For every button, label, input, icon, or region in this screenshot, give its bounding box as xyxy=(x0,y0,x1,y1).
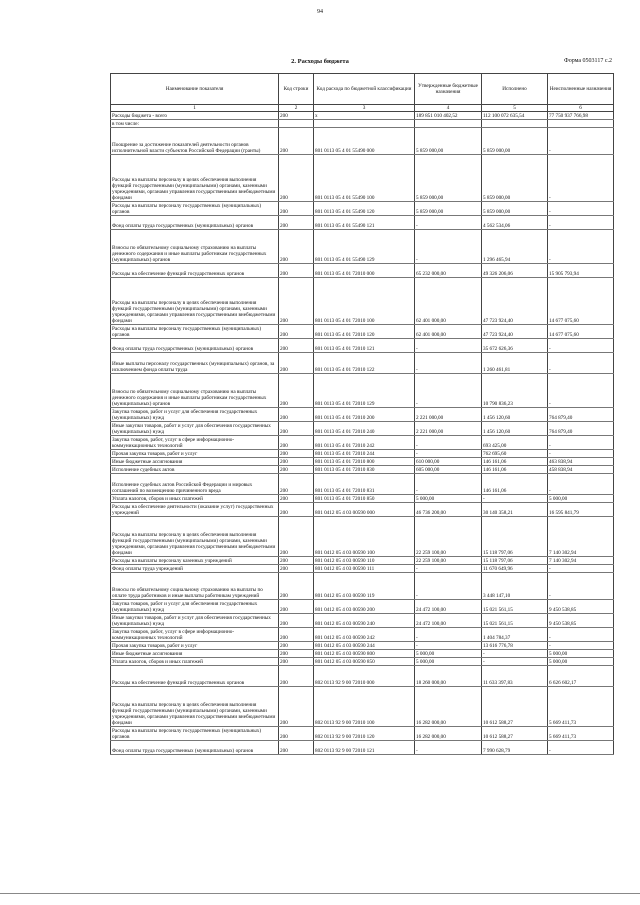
cell-unexecuted: 7 140 302,94 xyxy=(548,517,614,557)
cell-name: Прочая закупка товаров, работ и услуг xyxy=(111,450,279,458)
cell-executed: 112 100 072 635,54 xyxy=(482,112,548,120)
cell-name: Расходы на выплаты персоналу государственных (муниципальных) органов xyxy=(111,325,279,339)
cell-executed: 146 161,06 xyxy=(482,466,548,474)
cell-executed: 15 118 797,06 xyxy=(482,557,548,565)
cell-kbk: 801 0412 05 4 03 00590 240 xyxy=(314,614,415,628)
cell-approved: 24 472 100,00 xyxy=(415,614,482,628)
cell-row-code: 200 xyxy=(279,573,314,600)
cell-name: Взносы по обязательному социальному страхованию на выплаты по оплате труда работников и иные выплаты работникам учреждений xyxy=(111,573,279,600)
cell-name: Исполнение судебных актов Российской Федерации и мировых соглашений по возмещению причиненного вреда xyxy=(111,474,279,495)
column-number: 4 xyxy=(415,105,482,112)
table-row xyxy=(111,374,614,408)
table-row xyxy=(111,436,614,450)
table-row xyxy=(111,573,614,600)
table-row xyxy=(111,628,614,642)
table-row xyxy=(111,650,614,658)
cell-unexecuted: 5 669 411,73 xyxy=(548,727,614,741)
page-number: 94 xyxy=(317,9,323,15)
cell-kbk: 802 0113 92 9 00 72010 100 xyxy=(314,687,415,727)
cell-executed: 5 859 000,00 xyxy=(482,128,548,155)
table-row xyxy=(111,155,614,202)
cell-unexecuted: - xyxy=(548,450,614,458)
cell-name: Фонд оплаты труда учреждений xyxy=(111,565,279,573)
table-row xyxy=(111,422,614,436)
cell-unexecuted: - xyxy=(548,573,614,600)
cell-name: Закупка товаров, работ, услуг в сфере информационно-коммуникационных технологий xyxy=(111,628,279,642)
header-name: Наименование показателя xyxy=(111,74,279,105)
cell-row-code: 200 xyxy=(279,155,314,202)
cell-row-code: 200 xyxy=(279,741,314,755)
cell-row-code: 200 xyxy=(279,458,314,466)
cell-unexecuted: 14 677 075,60 xyxy=(548,325,614,339)
cell-name: Закупка товаров, работ, услуг в сфере информационно-коммуникационных технологий xyxy=(111,436,279,450)
cell-unexecuted: 5 000,00 xyxy=(548,658,614,666)
cell-unexecuted: - xyxy=(548,374,614,408)
column-number: 1 xyxy=(111,105,279,112)
cell-approved: - xyxy=(415,642,482,650)
cell-row-code: 200 xyxy=(279,666,314,687)
cell-row-code: 200 xyxy=(279,642,314,650)
cell-executed xyxy=(482,120,548,128)
cell-approved: - xyxy=(415,565,482,573)
cell-row-code: 200 xyxy=(279,339,314,353)
cell-name: Закупка товаров, работ и услуг для обеспечения государственных (муниципальных) нужд xyxy=(111,408,279,422)
cell-executed: 1 296 465,94 xyxy=(482,230,548,264)
cell-row-code: 200 xyxy=(279,422,314,436)
cell-name: Уплата налогов, сборов и иных платежей xyxy=(111,658,279,666)
header-row-code: Код строки xyxy=(279,74,314,105)
table-row xyxy=(111,264,614,278)
table-row xyxy=(111,642,614,650)
cell-name: Фонд оплаты труда государственных (муниципальных) органов xyxy=(111,339,279,353)
cell-approved: 5 000,00 xyxy=(415,650,482,658)
cell-kbk: 801 0113 05 4 01 72010 000 xyxy=(314,264,415,278)
cell-approved: 16 282 000,00 xyxy=(415,687,482,727)
table-row xyxy=(111,474,614,495)
cell-row-code: 200 xyxy=(279,495,314,503)
cell-unexecuted: - xyxy=(548,474,614,495)
cell-unexecuted: - xyxy=(548,202,614,216)
cell-unexecuted: - xyxy=(548,216,614,230)
cell-unexecuted: - xyxy=(548,436,614,450)
cell-name: Взносы по обязательному социальному страхованию на выплаты денежного содержания и иные выплаты работникам государственных (муниципальных) органов xyxy=(111,374,279,408)
cell-approved: - xyxy=(415,230,482,264)
cell-approved: - xyxy=(415,741,482,755)
cell-approved: 5 000,00 xyxy=(415,495,482,503)
cell-name: Уплата налогов, сборов и иных платежей xyxy=(111,495,279,503)
table-row xyxy=(111,687,614,727)
cell-approved: 22 259 100,00 xyxy=(415,517,482,557)
cell-kbk: 801 0113 05 4 01 72010 242 xyxy=(314,436,415,450)
cell-kbk: 801 0113 05 4 01 72010 200 xyxy=(314,408,415,422)
cell-kbk: 801 0412 05 4 03 00590 242 xyxy=(314,628,415,642)
cell-kbk: 801 0412 05 4 03 00590 110 xyxy=(314,557,415,565)
cell-row-code: 200 xyxy=(279,216,314,230)
cell-kbk: 801 0113 05 4 01 72010 122 xyxy=(314,353,415,374)
cell-row-code: 200 xyxy=(279,557,314,565)
cell-name: Взносы по обязательному социальному страхованию на выплаты денежного содержания и иные выплаты работникам государственных (муниципальных) органов xyxy=(111,230,279,264)
cell-kbk: 801 0113 05 4 01 72010 831 xyxy=(314,474,415,495)
cell-executed: 146 161,06 xyxy=(482,474,548,495)
cell-name: Фонд оплаты труда государственных (муниципальных) органов xyxy=(111,741,279,755)
cell-row-code: 200 xyxy=(279,614,314,628)
cell-name: Расходы на выплаты персоналу государственных (муниципальных) органов xyxy=(111,202,279,216)
cell-approved: 5 859 000,00 xyxy=(415,128,482,155)
cell-name: Расходы на обеспечение функций государственных органов xyxy=(111,666,279,687)
cell-unexecuted: 9 450 538,85 xyxy=(548,600,614,614)
cell-kbk: 801 0412 05 4 03 00590 000 xyxy=(314,503,415,517)
cell-unexecuted: 7 140 302,94 xyxy=(548,557,614,565)
cell-row-code: 200 xyxy=(279,128,314,155)
cell-approved: 5 000,00 xyxy=(415,658,482,666)
cell-unexecuted: 764 879,40 xyxy=(548,422,614,436)
cell-unexecuted: 463 838,94 xyxy=(548,458,614,466)
cell-executed: 1 456 120,60 xyxy=(482,422,548,436)
cell-unexecuted: - xyxy=(548,741,614,755)
table-row xyxy=(111,466,614,474)
cell-row-code: 200 xyxy=(279,503,314,517)
cell-kbk: 801 0113 05 4 01 55490 129 xyxy=(314,230,415,264)
cell-name: Закупка товаров, работ и услуг для обеспечения государственных (муниципальных) нужд xyxy=(111,600,279,614)
table-row xyxy=(111,658,614,666)
cell-row-code: 200 xyxy=(279,650,314,658)
cell-name: Прочая закупка товаров, работ и услуг xyxy=(111,642,279,650)
cell-kbk: 801 0113 05 4 01 72010 120 xyxy=(314,325,415,339)
cell-row-code: 200 xyxy=(279,278,314,325)
table-row xyxy=(111,120,614,128)
cell-executed: 10 790 836,23 xyxy=(482,374,548,408)
cell-approved: 2 221 000,00 xyxy=(415,408,482,422)
page-title: 2. Расходы бюджета xyxy=(291,58,349,65)
cell-approved: 5 859 000,00 xyxy=(415,155,482,202)
table-row xyxy=(111,278,614,325)
cell-unexecuted: 14 677 075,60 xyxy=(548,278,614,325)
cell-executed: 4 562 534,06 xyxy=(482,216,548,230)
cell-name: Поощрение за достижение показателей деятельности органов исполнительной власти субъектов Российской Федерации (гранты) xyxy=(111,128,279,155)
cell-name: Расходы на выплаты персоналу в целях обеспечения выполнения функций государственными (муниципальными) органами, казенными учреждениями, органами управления государственными внебюджетными фондами xyxy=(111,687,279,727)
cell-kbk: 802 0113 92 9 00 72010 000 xyxy=(314,666,415,687)
cell-row-code: 200 xyxy=(279,517,314,557)
cell-name: Иные выплаты персоналу государственных (муниципальных) органов, за исключением фонда оплаты труда xyxy=(111,353,279,374)
cell-name: Иные бюджетные ассигнования xyxy=(111,650,279,658)
cell-executed: 146 161,06 xyxy=(482,458,548,466)
table-row xyxy=(111,128,614,155)
cell-row-code: 200 xyxy=(279,264,314,278)
cell-row-code: 200 xyxy=(279,325,314,339)
cell-approved: 46 736 200,00 xyxy=(415,503,482,517)
cell-executed: 693 425,00 xyxy=(482,436,548,450)
cell-kbk: 801 0412 05 4 03 00590 119 xyxy=(314,573,415,600)
table-row xyxy=(111,600,614,614)
cell-row-code: 200 xyxy=(279,450,314,458)
cell-unexecuted: 16 595 841,79 xyxy=(548,503,614,517)
cell-kbk: 801 0113 05 4 01 55490 121 xyxy=(314,216,415,230)
cell-executed: 1 456 120,60 xyxy=(482,408,548,422)
cell-row-code: 200 xyxy=(279,687,314,727)
table-row xyxy=(111,503,614,517)
cell-executed: 47 723 924,40 xyxy=(482,325,548,339)
cell-kbk: 801 0113 05 4 01 55490 100 xyxy=(314,155,415,202)
cell-unexecuted xyxy=(548,120,614,128)
cell-unexecuted: - xyxy=(548,642,614,650)
cell-executed: 11 633 397,83 xyxy=(482,666,548,687)
table-row xyxy=(111,557,614,565)
cell-row-code: 200 xyxy=(279,628,314,642)
cell-kbk: 801 0113 05 4 01 72010 244 xyxy=(314,450,415,458)
cell-row-code: 200 xyxy=(279,202,314,216)
cell-row-code: 200 xyxy=(279,658,314,666)
cell-unexecuted: - xyxy=(548,353,614,374)
cell-executed: 49 326 206,06 xyxy=(482,264,548,278)
cell-approved: - xyxy=(415,573,482,600)
cell-kbk: 801 0113 05 4 01 55490 120 xyxy=(314,202,415,216)
cell-name: Расходы на выплаты персоналу в целях обеспечения выполнения функций государственными (муниципальными) органами, казенными учреждениями, органами управления государственными внебюджетными фондами xyxy=(111,155,279,202)
cell-approved: - xyxy=(415,436,482,450)
cell-approved: - xyxy=(415,353,482,374)
cell-row-code: 200 xyxy=(279,565,314,573)
cell-kbk xyxy=(314,120,415,128)
header-approved: Утвержденные бюджетные назначения xyxy=(415,74,482,105)
cell-executed: 15 118 797,06 xyxy=(482,517,548,557)
cell-row-code: 200 xyxy=(279,408,314,422)
cell-approved: 610 000,00 xyxy=(415,458,482,466)
table-row xyxy=(111,408,614,422)
cell-executed: 10 612 588,27 xyxy=(482,727,548,741)
cell-unexecuted: - xyxy=(548,339,614,353)
cell-unexecuted: - xyxy=(548,155,614,202)
header-row xyxy=(111,74,614,105)
cell-unexecuted: 458 838,94 xyxy=(548,466,614,474)
cell-executed: 10 612 588,27 xyxy=(482,687,548,727)
cell-executed: 5 859 000,00 xyxy=(482,202,548,216)
cell-row-code xyxy=(279,120,314,128)
cell-approved: - xyxy=(415,339,482,353)
column-number-row xyxy=(111,105,614,112)
cell-kbk: 801 0113 05 4 01 72010 830 xyxy=(314,466,415,474)
cell-row-code: 200 xyxy=(279,374,314,408)
table-row xyxy=(111,339,614,353)
cell-kbk: 801 0113 05 4 01 55490 000 xyxy=(314,128,415,155)
cell-name: Расходы на обеспечение деятельности (оказание услуг) государственных учреждений xyxy=(111,503,279,517)
cell-executed: 5 859 000,00 xyxy=(482,155,548,202)
cell-row-code: 200 xyxy=(279,112,314,120)
column-number: 5 xyxy=(482,105,548,112)
cell-unexecuted: 15 905 793,94 xyxy=(548,264,614,278)
table-row xyxy=(111,666,614,687)
column-number: 6 xyxy=(548,105,614,112)
cell-approved: - xyxy=(415,216,482,230)
cell-kbk: 801 0113 05 4 01 72010 800 xyxy=(314,458,415,466)
cell-kbk: 801 0412 05 4 03 00590 200 xyxy=(314,600,415,614)
cell-row-code: 200 xyxy=(279,600,314,614)
cell-executed: 47 723 924,40 xyxy=(482,278,548,325)
table-row xyxy=(111,450,614,458)
cell-row-code: 200 xyxy=(279,474,314,495)
cell-kbk: 801 0412 05 4 03 00590 800 xyxy=(314,650,415,658)
cell-name: в том числе: xyxy=(111,120,279,128)
cell-name: Расходы на выплаты персоналу государственных (муниципальных) органов xyxy=(111,727,279,741)
cell-executed: 13 616 776,78 xyxy=(482,642,548,650)
cell-executed: 15 021 561,15 xyxy=(482,614,548,628)
expenses-table xyxy=(110,73,614,755)
cell-row-code: 200 xyxy=(279,436,314,450)
table-row xyxy=(111,202,614,216)
cell-approved: 2 221 000,00 xyxy=(415,422,482,436)
cell-name: Расходы бюджета - всего xyxy=(111,112,279,120)
cell-approved: - xyxy=(415,474,482,495)
cell-unexecuted: - xyxy=(548,230,614,264)
form-label: Форма 0503117 с.2 xyxy=(563,58,612,64)
cell-executed: - xyxy=(482,495,548,503)
cell-name: Фонд оплаты труда государственных (муниципальных) органов xyxy=(111,216,279,230)
cell-executed: 15 021 561,15 xyxy=(482,600,548,614)
cell-unexecuted: 5 000,00 xyxy=(548,650,614,658)
table-row xyxy=(111,614,614,628)
cell-executed: - xyxy=(482,658,548,666)
cell-kbk: 801 0113 05 4 01 72010 121 xyxy=(314,339,415,353)
cell-name: Расходы на выплаты персоналу в целях обеспечения выполнения функций государственными (муниципальными) органами, казенными учреждениями, органами управления государственными внебюджетными фондами xyxy=(111,278,279,325)
cell-executed: 30 140 358,21 xyxy=(482,503,548,517)
table-row xyxy=(111,112,614,120)
table-row xyxy=(111,741,614,755)
cell-approved: - xyxy=(415,374,482,408)
cell-executed: 7 990 628,79 xyxy=(482,741,548,755)
cell-name: Иные бюджетные ассигнования xyxy=(111,458,279,466)
cell-kbk: 801 0113 05 4 01 72010 240 xyxy=(314,422,415,436)
page-bottom-rule xyxy=(0,893,640,894)
cell-approved: 18 260 000,00 xyxy=(415,666,482,687)
cell-kbk: 801 0113 05 4 01 72010 100 xyxy=(314,278,415,325)
cell-unexecuted: - xyxy=(548,628,614,642)
table-row xyxy=(111,353,614,374)
cell-unexecuted: 77 750 937 766,98 xyxy=(548,112,614,120)
cell-executed: 11 670 649,96 xyxy=(482,565,548,573)
cell-row-code: 200 xyxy=(279,466,314,474)
cell-approved: 65 232 000,00 xyxy=(415,264,482,278)
cell-row-code: 200 xyxy=(279,353,314,374)
cell-approved: 5 859 000,00 xyxy=(415,202,482,216)
cell-kbk: 801 0113 05 4 01 72010 129 xyxy=(314,374,415,408)
cell-name: Расходы на выплаты персоналу в целях обеспечения выполнения функций государственными (муниципальными) органами, казенными учреждениями, органами управления государственными внебюджетными фондами xyxy=(111,517,279,557)
cell-name: Расходы на обеспечение функций государственных органов xyxy=(111,264,279,278)
cell-kbk: 802 0113 92 9 00 72010 121 xyxy=(314,741,415,755)
cell-executed: 3 448 147,10 xyxy=(482,573,548,600)
cell-approved: 605 000,00 xyxy=(415,466,482,474)
cell-kbk: 801 0412 05 4 03 00590 244 xyxy=(314,642,415,650)
column-number: 3 xyxy=(314,105,415,112)
header-unexecuted: Неисполненные назначения xyxy=(548,74,614,105)
table-row xyxy=(111,325,614,339)
cell-unexecuted: - xyxy=(548,565,614,573)
table-row xyxy=(111,565,614,573)
cell-row-code: 200 xyxy=(279,727,314,741)
table-row xyxy=(111,458,614,466)
cell-unexecuted: 9 450 538,85 xyxy=(548,614,614,628)
cell-name: Исполнение судебных актов xyxy=(111,466,279,474)
cell-kbk: 801 0412 05 4 03 00590 100 xyxy=(314,517,415,557)
table-row xyxy=(111,727,614,741)
cell-approved xyxy=(415,120,482,128)
table-row xyxy=(111,216,614,230)
cell-executed: 1 404 784,37 xyxy=(482,628,548,642)
header-executed: Исполнено xyxy=(482,74,548,105)
cell-kbk: 801 0412 05 4 03 00590 111 xyxy=(314,565,415,573)
cell-unexecuted: 764 879,40 xyxy=(548,408,614,422)
table-body xyxy=(111,112,614,755)
header-kbk: Код расхода по бюджетной классификации xyxy=(314,74,415,105)
cell-approved: 16 282 000,00 xyxy=(415,727,482,741)
cell-approved: - xyxy=(415,628,482,642)
cell-unexecuted: 6 626 602,17 xyxy=(548,666,614,687)
table-row xyxy=(111,230,614,264)
cell-kbk: х xyxy=(314,112,415,120)
cell-executed: 35 672 626,36 xyxy=(482,339,548,353)
cell-executed: - xyxy=(482,650,548,658)
cell-kbk: 802 0113 92 9 00 72010 120 xyxy=(314,727,415,741)
cell-kbk: 801 0412 05 4 03 00590 850 xyxy=(314,658,415,666)
cell-approved: 22 259 100,00 xyxy=(415,557,482,565)
column-number: 2 xyxy=(279,105,314,112)
table-row xyxy=(111,517,614,557)
cell-name: Иные закупки товаров, работ и услуг для обеспечения государственных (муниципальных) нужд xyxy=(111,422,279,436)
cell-name: Иные закупки товаров, работ и услуг для обеспечения государственных (муниципальных) нужд xyxy=(111,614,279,628)
cell-approved: 62 401 000,00 xyxy=(415,325,482,339)
cell-unexecuted: 5 000,00 xyxy=(548,495,614,503)
cell-executed: 762 695,60 xyxy=(482,450,548,458)
cell-row-code: 200 xyxy=(279,230,314,264)
cell-approved: 62 401 000,00 xyxy=(415,278,482,325)
cell-kbk: 801 0113 05 4 01 72010 850 xyxy=(314,495,415,503)
cell-approved: 24 472 100,00 xyxy=(415,600,482,614)
cell-name: Расходы на выплаты персоналу казенных учреждений xyxy=(111,557,279,565)
cell-unexecuted: - xyxy=(548,128,614,155)
cell-approved: - xyxy=(415,450,482,458)
cell-unexecuted: 5 669 411,73 xyxy=(548,687,614,727)
table-row xyxy=(111,495,614,503)
cell-executed: 1 260 461,81 xyxy=(482,353,548,374)
cell-approved: 189 851 010 402,52 xyxy=(415,112,482,120)
